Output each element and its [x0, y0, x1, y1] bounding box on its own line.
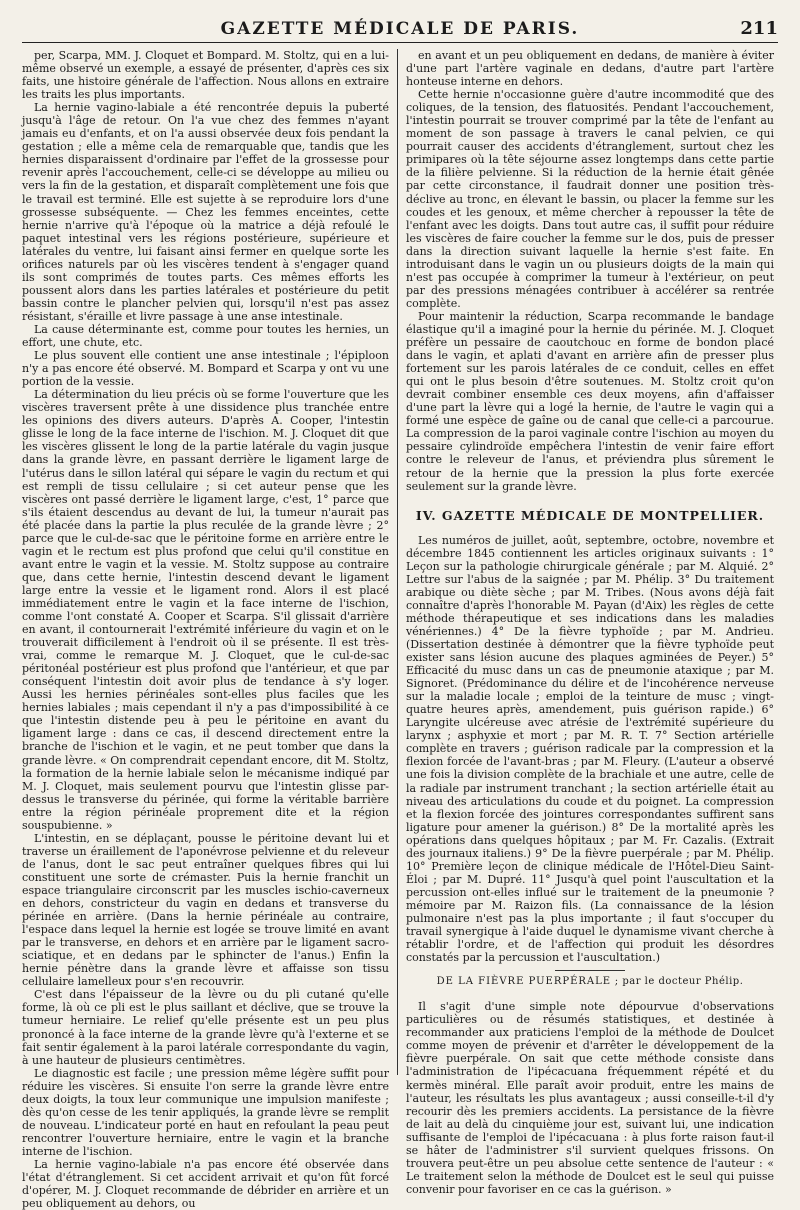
right-column	[398, 49, 774, 1196]
paragraph: per, Scarpa, MM. J. Cloquet et Bompard. M. Stoltz, qui en a lui-même observé un exemple, a essayé de présenter, d'après ces six faits, une histoire générale de l'affection. Nous allons en extraire les traits les plus importants.	[22, 49, 389, 102]
paragraph: La hernie vagino-labiale a été rencontrée depuis la puberté jusqu'à l'âge de retour. On l'a vue chez des femmes n'ayant jamais eu d'enfants, et on l'a aussi observée deux fois pendant la gestation ; elle a même cela de remarquable que, tandis que les hernies disparaissent d'ordinaire par l'effet de la grossesse pour revenir après l'accouchement, celle-ci se développe au milieu ou vers la fin de la gestation, et disparaît complètement une fois que le travail est terminé. Elle est sujette à se reproduire lors d'une grossesse subséquente. — Chez les femmes enceintes, cette hernie n'arrive qu'à l'époque où la matrice a déjà refoulé le paquet intestinal vers les régions postérieure, supérieure et latérales du ventre, lui faisant ainsi fermer en quelque sorte les orifices naturels par où les viscères tendent à s'engager quand ils sont comprimés de toutes parts. Ces mêmes efforts les poussent alors dans les parties latérales et postérieure du petit bassin contre le plancher pelvien qui, lorsqu'il n'est pas assez résistant, s'éraille et livre passage à une anse intestinale.	[22, 101, 389, 323]
paragraph: Pour maintenir la réduction, Scarpa recommande le bandage élastique qu'il a imaginé pour la hernie du périnée. M. J. Cloquet préfère un pessaire de caoutchouc en forme de bondon placé dans le vagin, et aplati d'avant en arrière afin de presser plus fortement sur les parois latérales de ce conduit, celles en effet qui ont le plus besoin d'être soutenues. M. Stoltz croit qu'on devrait combiner ensemble ces deux moyens, afin d'affaisser d'une part la lèvre qui a logé la hernie, de l'autre le vagin qui a formé une espèce de gaîne ou de canal que celle-ci a parcourue. La compression de la paroi vaginale contre l'ischion au moyen du pessaire cylindroïde empêchera l'intestin de venir faire effort contre le releveur de l'anus, et préviendra plus sûrement le retour de la hernie que la pression la plus forte exercée seulement sur la grande lèvre.	[406, 309, 774, 493]
journal-title: GAZETTE MÉDICALE DE PARIS.	[220, 19, 580, 39]
section-heading: IV. GAZETTE MÉDICALE DE MONTPELLIER.	[415, 507, 765, 523]
page-number: 211	[740, 18, 778, 39]
paragraph: C'est dans l'épaisseur de la lèvre ou du pli cutané qu'elle forme, là où ce pli est le plus saillant et déclive, que se trouve la tumeur herniaire. Le relief qu'elle présente est un peu plus prononcé à la face interne de la grande lèvre qu'à l'externe et se fait sentir également à la paroi latérale correspondante du vagin, à une hauteur de plusieurs centimètres.	[22, 988, 389, 1067]
paragraph: La cause déterminante est, comme pour toutes les hernies, un effort, une chute, etc.	[22, 322, 389, 350]
article-subheading	[406, 975, 774, 988]
page-header	[22, 10, 778, 43]
paragraph: Il s'agit d'une simple note dépourvue d'observations particulières ou de résumés statistiques, et destinée à recommander aux praticiens l'emploi de la méthode de Doulcet comme moyen de prévenir et d'arrêter le développement de la fièvre puerpérale. On sait que cette méthode consiste dans l'administration de l'ipécacuana fréquemment répété et du kermès minéral. Elle paraît avoir produit, entre les mains de l'auteur, les résultats les plus avantageux ; aussi conseille-t-il d'y recourir dès les premiers accidents. La persistance de la fièvre de lait au delà du cinquième jour est, suivant lui, une indication suffisante de l'emploi de l'ipécacuana : à plus forte raison faut-il se hâter de l'administrer s'il survient quelques frissons. On trouvera peut-être un peu absolue cette sentence de l'auteur : « Le traitement selon la méthode de Doulcet est le seul qui puisse convenir pour favoriser en ce cas la guérison. »	[406, 1000, 774, 1196]
paragraph: Les numéros de juillet, août, septembre, octobre, novembre et décembre 1845 contiennent les articles originaux suivants : 1° Leçon sur la pathologie chirurgicale générale ; par M. Alquié. 2° Lettre sur l'abus de la saignée ; par M. Phélip. 3° Du traitement arabique ou diète sèche ; par M. Tribes. (Nous avons déjà fait connaître d'après l'honorable M. Payan (d'Aix) les règles de cette méthode thérapeutique et ses indications dans les maladies vénériennes.) 4° De la fièvre typhoïde ; par M. Andrieu. (Dissertation destinée à démontrer que la fièvre typhoïde peut exister sans lésion aucune des plaques agminées de Peyer.) 5° Efficacité du musc dans un cas de pneumonie ataxique ; par M. Signoret. (Prédominance du délire et de l'incohérence nerveuse sur la maladie locale ; emploi de la teinture de musc ; vingt-quatre heures après, amendement, puis guérison rapide.) 6° Laryngite ulcéreuse avec atrésie de l'extrémité supérieure du larynx ; asphyxie et mort ; par M. R. T. 7° Section artérielle complète en travers ; guérison radicale par la compression et la flexion forcée de l'avant-bras ; par M. Fleury. (L'auteur a observé une fois la division complète de la brachiale et une autre, celle de la radiale par instrument tranchant ; la section artérielle était au niveau des articulations du coude et du poignet. La compression et la flexion forcée des jointures correspondantes suffirent sans ligature pour amener la guérison.) 8° De la mortalité après les opérations dans quelques hôpitaux ; par M. Fr. Cazalis. (Extrait des journaux italiens.) 9° De la fièvre puerpérale ; par M. Phélip. 10° Première leçon de clinique médicale de l'Hôtel-Dieu Saint-Éloi ; par M. Dupré. 11° Jusqu'à quel point l'auscultation et la percussion ont-elles influé sur le traitement de la pneumonie ? mémoire par M. Raizon fils. (La connaissance de la lésion pulmonaire n'est pas la plus importante ; il faut s'occuper du travail synergique à l'aide duquel le dynamisme vivant cherche à rétablir l'ordre, et de l'affection qui produit les désordres constatés par la percussion et l'auscultation.)	[406, 533, 774, 965]
paragraph: La hernie vagino-labiale n'a pas encore été observée dans l'état d'étranglement. Si cet accident arrivait et qu'on fût forcé d'opérer, M. J. Cloquet recommande de débrider en arrière et un peu obliquement au dehors, ou	[22, 1157, 389, 1210]
article-author: ; par le docteur Phélip.	[614, 976, 744, 988]
left-column	[22, 49, 398, 1210]
article-title: DE LA FIÈVRE PUERPÉRALE	[436, 976, 612, 988]
paragraph: Cette hernie n'occasionne guère d'autre incommodité que des coliques, de la tension, des flatuosités. Pendant l'accouchement, l'intestin pourrait se trouver comprimé par la tête de l'enfant au moment de son passage à travers le canal pelvien, ce qui pourrait causer des accidents d'étranglement, surtout chez les primipares où la tête séjourne assez longtemps dans cette partie de la filière pelvienne. Si la réduction de la hernie était gênée par cette circonstance, il faudrait donner une position très-déclive au tronc, en élevant le bassin, ou placer la femme sur les coudes et les genoux, et même chercher à repousser la tête de l'enfant avec les doigts. Dans tout autre cas, il suffit pour réduire les viscères de faire coucher la femme sur le dos, puis de presser dans la direction suivant laquelle la hernie s'est faite. En introduisant dans le vagin un ou plusieurs doigts de la main qui n'est pas occupée à comprimer la tumeur à l'extérieur, on peut par des pressions ménagées contribuer à accélérer sa rentrée complète.	[406, 88, 774, 310]
divider	[555, 970, 625, 971]
text-columns	[22, 49, 778, 1210]
paragraph: Le plus souvent elle contient une anse intestinale ; l'épiploon n'y a pas encore été observé. M. Bompard et Scarpa y ont vu une portion de la vessie.	[22, 349, 389, 389]
paragraph: Le diagnostic est facile ; une pression même légère suffit pour réduire les viscères. Si ensuite l'on serre la grande lèvre entre deux doigts, la toux leur communique une impulsion manifeste ; dès qu'on cesse de les tenir appliqués, la grande lèvre se remplit de nouveau. L'indicateur porté en haut en refoulant la peau peut rencontrer l'ouverture herniaire, entre le vagin et la branche interne de l'ischion.	[22, 1066, 389, 1158]
paragraph: L'intestin, en se déplaçant, pousse le péritoine devant lui et traverse un éraillement de l'aponévrose pelvienne et du releveur de l'anus, dont le sac peut entraîner quelques fibres qui lui constituent une sorte de crémaster. Puis la hernie franchit un espace triangulaire circonscrit par les muscles ischio-caverneux en dehors, constricteur du vagin en dedans et transverse du périnée en arrière. (Dans la hernie périnéale au contraire, l'espace dans lequel la hernie est logée se trouve limité en avant par le transverse, en dehors et en arrière par le ligament sacro-sciatique, et en dedans par le sphincter de l'anus.) Enfin la hernie pénètre dans la grande lèvre et affaisse son tissu cellulaire lamelleux pour s'en recouvrir.	[22, 831, 389, 989]
paragraph: en avant et un peu obliquement en dedans, de manière à éviter d'une part l'artère vaginale en dedans, d'autre part l'artère honteuse interne en dehors.	[406, 49, 774, 89]
paragraph: La détermination du lieu précis où se forme l'ouverture que les viscères traversent prête à une dissidence plus tranchée entre les opinions des divers auteurs. D'après A. Cooper, l'intestin glisse le long de la face interne de l'ischion. M. J. Cloquet dit que les viscères glissent le long de la partie latérale du vagin jusque dans la grande lèvre, en passant derrière le ligament large de l'utérus dans le sillon latéral qui sépare le vagin du rectum et qui est rempli de tissu cellulaire ; si cet auteur pense que les viscères ont passé derrière le ligament large, c'est, 1° parce que s'ils étaient descendus au devant de lui, la tumeur n'aurait pas été placée dans la partie la plus reculée de la grande lèvre ; 2° parce que le cul-de-sac que le péritoine forme en arrière entre le vagin et le rectum est plus profond que celui qu'il constitue en avant entre le vagin et la vessie. M. Stoltz suppose au contraire que, dans cette hernie, l'intestin descend devant le ligament large entre la vessie et le ligament rond. Alors il est placé immédiatement entre le vagin et la face interne de l'ischion, comme l'ont constaté A. Cooper et Scarpa. S'il glissait d'arrière en avant, il contournerait l'extrémité inférieure du vagin et on le trouverait difficilement à l'endroit où il se présente. Il est très-vrai, comme le remarque M. J. Cloquet, que le cul-de-sac péritonéal postérieur est plus profond que l'antérieur, et que par conséquent l'intestin doit avoir plus de tendance à s'y loger. Aussi les hernies périnéales sont-elles plus faciles que les hernies labiales ; mais cependant il n'y a pas d'impossibilité à ce que l'intestin distende peu à peu le péritoine en avant du ligament large : dans ce cas, il descend directement entre la branche de l'ischion et le vagin, et ne peut tomber que dans la grande lèvre. « On comprendrait cependant encore, dit M. Stoltz, la formation de la hernie labiale selon le mécanisme indiqué par M. J. Cloquet, mais seulement pourvu que l'intestin glisse par-dessus le transverse du périnée, qui forme la véritable barrière entre la région périnéale proprement dite et la région souspubienne. »	[22, 388, 389, 832]
